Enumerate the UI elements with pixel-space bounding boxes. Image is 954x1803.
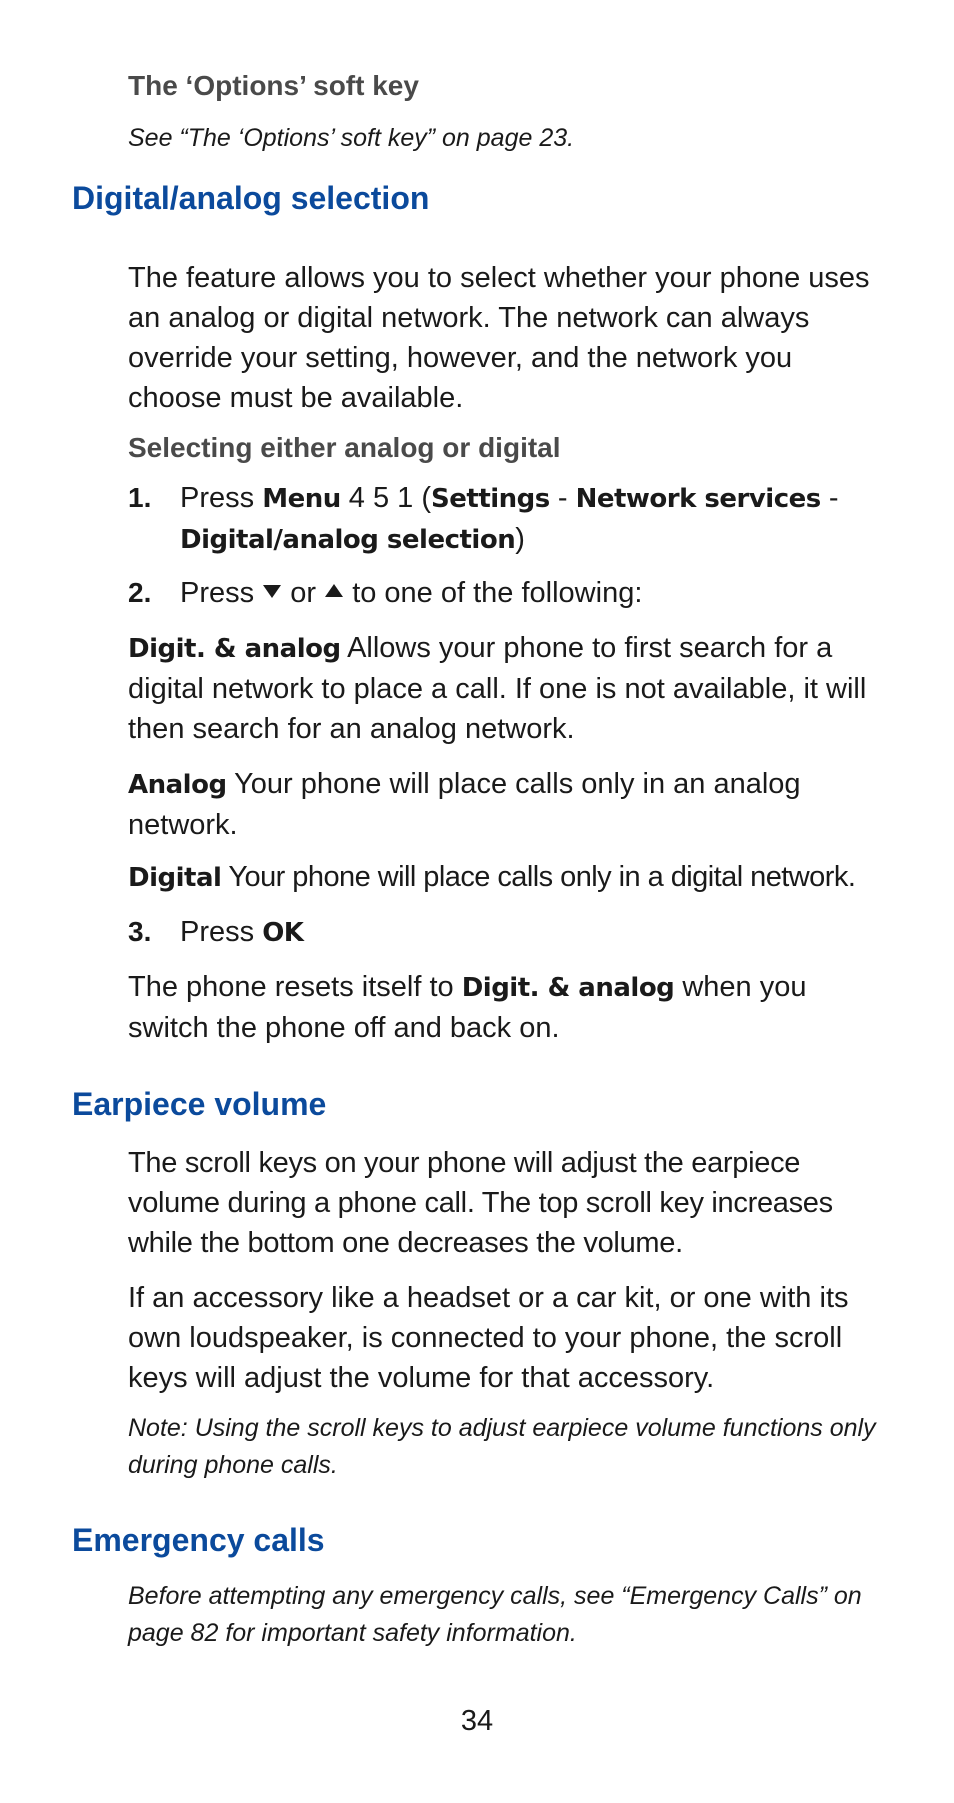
option-term: Digital [128,863,222,893]
emergency-note: Before attempting any emergency calls, see “Emergency Calls” on page 82 for important safety information. [128,1582,862,1647]
step-2-rest: to one of the following: [352,577,643,609]
reset-note-term: Digit. & analog [461,973,675,1003]
step-1-open-paren: ( [421,482,432,514]
earpiece-title: Earpiece volume [72,1086,327,1122]
step-2-or: or [290,577,317,609]
reset-note-after: when you switch the phone off and back on. [128,971,807,1044]
step-2-press: Press [180,577,255,609]
step-2 [128,573,888,615]
digital-analog-title: Digital/analog selection [72,180,430,216]
option-digital [128,857,928,898]
down-arrow-icon [262,572,282,612]
options-key-reference-block [128,120,888,157]
option-description: Your phone will place calls only in a digital network. [228,861,856,893]
step-1-number: 1. [128,482,152,513]
step-1-press: Press [180,482,255,514]
step-1-keys: 4 5 1 [348,482,414,514]
option-analog [128,764,888,845]
network-services-label: Network services [575,484,821,514]
up-arrow-icon [324,572,344,612]
digital-analog-intro-block [128,258,888,418]
option-term: Digit. & analog [128,634,341,664]
step-1-dash-1: - [557,482,568,514]
step-3-number: 3. [128,916,152,947]
earpiece-paragraph-2-block [128,1278,888,1398]
page-number: 34 [460,1705,494,1737]
emergency-note-block [128,1578,888,1652]
earpiece-note-block [128,1410,888,1484]
step-1-body [180,478,888,560]
earpiece-note: Note: Using the scroll keys to adjust earpiece volume functions only during phone calls. [128,1414,876,1479]
reset-note-before: The phone resets itself to [128,971,454,1003]
selecting-subheading: Selecting either analog or digital [128,432,561,463]
option-term: Analog [128,770,227,800]
step-1 [128,478,888,562]
earpiece-paragraph-1-block [128,1143,888,1263]
digital-analog-selection-label: Digital/analog selection [180,525,516,555]
option-description: Your phone will place calls only in an analog network. [128,768,801,841]
step-2-body [180,573,888,614]
step-3-press: Press [180,916,255,948]
step-1-close-paren: ) [515,523,525,555]
earpiece-paragraph-1: The scroll keys on your phone will adjust the earpiece volume during a phone call. The top scroll key increases while the bottom one decreases the volume. [128,1147,833,1259]
selecting-subheading-block [128,432,888,464]
earpiece-paragraph-2: If an accessory like a headset or a car kit, or one with its own loudspeaker, is connected to your phone, the scroll keys will adjust the volume for that accessory. [128,1282,849,1394]
settings-menu-label: Settings [431,484,550,514]
reset-note-block [128,967,888,1048]
ok-key: OK [262,918,304,948]
option-description: Allows your phone to first search for a digital network to place a call. If one is not available, it will then search for an analog network. [128,632,867,745]
emergency-title: Emergency calls [72,1522,325,1558]
options-key-reference: See “The ‘Options’ soft key” on page 23. [128,124,575,152]
option-digit-analog [128,628,888,749]
options-key-heading: The ‘Options’ soft key [128,70,419,101]
step-2-number: 2. [128,577,152,608]
menu-key: Menu [262,484,341,514]
options-key-block [128,70,888,102]
digital-analog-intro: The feature allows you to select whether your phone uses an analog or digital network. The network can always override your setting, however, and the network you choose must be available. [128,262,870,414]
step-3-body [180,912,888,953]
step-1-dash-2: - [828,482,839,514]
step-3 [128,912,888,954]
